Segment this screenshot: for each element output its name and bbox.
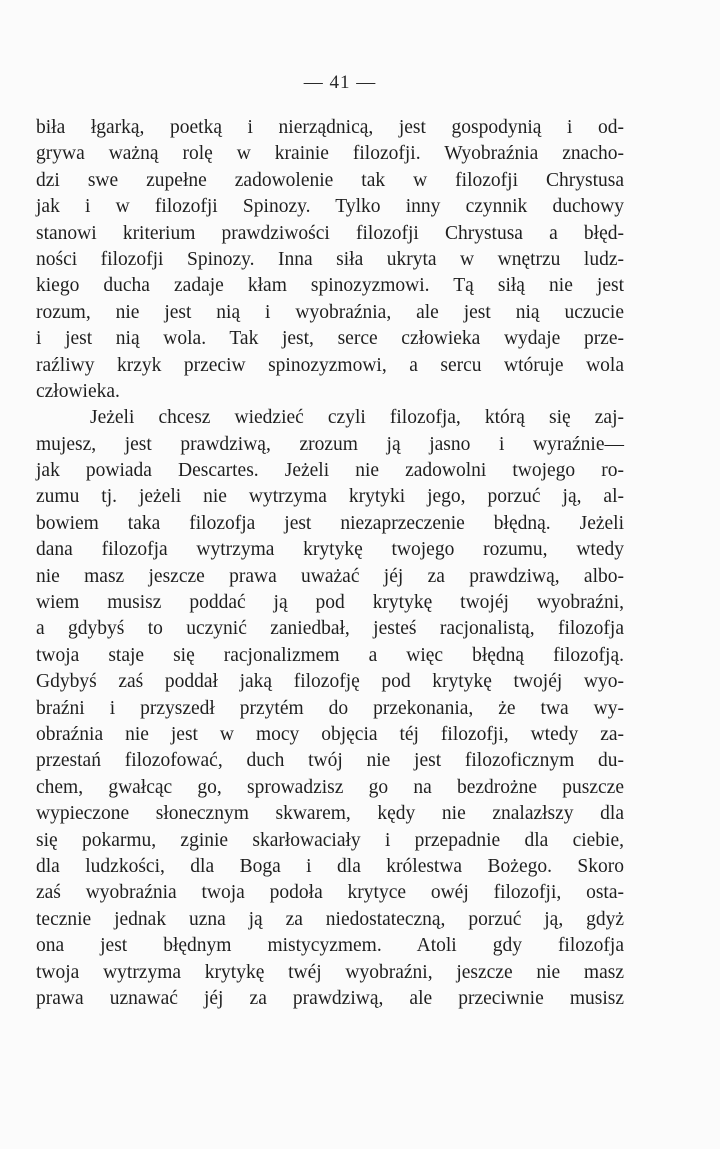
text-line: grywa ważną rolę w krainie filozofji. Wyobraźnia znacho- xyxy=(36,143,624,165)
text-line: bowiem taka filozofja jest niezaprzeczenie błędną. Jeżeli xyxy=(36,512,624,534)
text-line: rozum, nie jest nią i wyobraźnia, ale jest nią uczucie xyxy=(36,301,624,323)
text-line: prawa uznawać jéj za prawdziwą, ale przeciwnie musisz xyxy=(36,987,624,1009)
text-line: ności filozofji Spinozy. Inna siła ukryta w wnętrzu ludz- xyxy=(36,248,624,270)
paragraph-first-line: Jeżeli chcesz wiedzieć czyli filozofja, którą się zaj- xyxy=(90,407,624,429)
text-line: zaś wyobraźnia twoja podoła krytyce owéj filozofji, osta- xyxy=(36,882,624,904)
text-line: dana filozofja wytrzyma krytykę twojego rozumu, wtedy xyxy=(36,539,624,561)
text-line: twoja staje się racjonalizmem a więc błędną filozofją. xyxy=(36,644,624,666)
text-line: dla ludzkości, dla Boga i dla królestwa Bożego. Skoro xyxy=(36,855,624,877)
text-line: braźni i przyszedł przytém do przekonania, że twa wy- xyxy=(36,697,624,719)
text-line: tecznie jednak uzna ją za niedostateczną, porzuć ją, gdyż xyxy=(36,908,624,930)
text-line: a gdybyś to uczynić zaniedbał, jesteś racjonalistą, filozofja xyxy=(36,618,624,640)
text-line: Gdybyś zaś poddał jaką filozofję pod krytykę twojéj wyo- xyxy=(36,671,624,693)
text-line: przestań filozofować, duch twój nie jest filozoficznym du- xyxy=(36,750,624,772)
text-line: stanowi kriterium prawdziwości filozofji Chrystusa a błęd- xyxy=(36,222,624,244)
text-line: obraźnia nie jest w mocy objęcia téj filozofji, wtedy za- xyxy=(36,723,624,745)
text-line: chem, gwałcąc go, sprowadzisz go na bezdrożne puszcze xyxy=(36,776,624,798)
text-line: raźliwy krzyk przeciw spinozyzmowi, a sercu wtóruje wola xyxy=(36,354,624,376)
text-line: kiego ducha zadaje kłam spinozyzmowi. Tą siłą nie jest xyxy=(36,275,624,297)
text-line: człowieka. xyxy=(36,380,120,402)
page-number: — 41 — xyxy=(303,72,377,93)
text-line: ona jest błędnym mistycyzmem. Atoli gdy filozofja xyxy=(36,935,624,957)
text-line: się pokarmu, zginie skarłowaciały i przepadnie dla ciebie, xyxy=(36,829,624,851)
text-line: wypieczone słonecznym skwarem, kędy nie znalazłszy dla xyxy=(36,803,624,825)
text-line: nie masz jeszcze prawa uważać jéj za prawdziwą, albo- xyxy=(36,565,624,587)
text-line: twoja wytrzyma krytykę twéj wyobraźni, jeszcze nie masz xyxy=(36,961,624,983)
text-line: zumu tj. jeżeli nie wytrzyma krytyki jego, porzuć ją, al- xyxy=(36,486,624,508)
body-text xyxy=(36,115,624,1012)
text-line: i jest nią wola. Tak jest, serce człowieka wydaje prze- xyxy=(36,328,624,350)
text-line: biła łgarką, poetką i nierządnicą, jest gospodynią i od- xyxy=(36,117,624,138)
text-line: dzi swe zupełne zadowolenie tak w filozofji Chrystusa xyxy=(36,169,624,191)
text-line: jak i w filozofji Spinozy. Tylko inny czynnik duchowy xyxy=(36,196,624,218)
text-line: jak powiada Descartes. Jeżeli nie zadowolni twojego ro- xyxy=(36,460,624,482)
text-line: wiem musisz poddać ją pod krytykę twojéj wyobraźni, xyxy=(36,592,624,614)
text-line: mujesz, jest prawdziwą, zrozum ją jasno i wyraźnie— xyxy=(36,433,624,455)
